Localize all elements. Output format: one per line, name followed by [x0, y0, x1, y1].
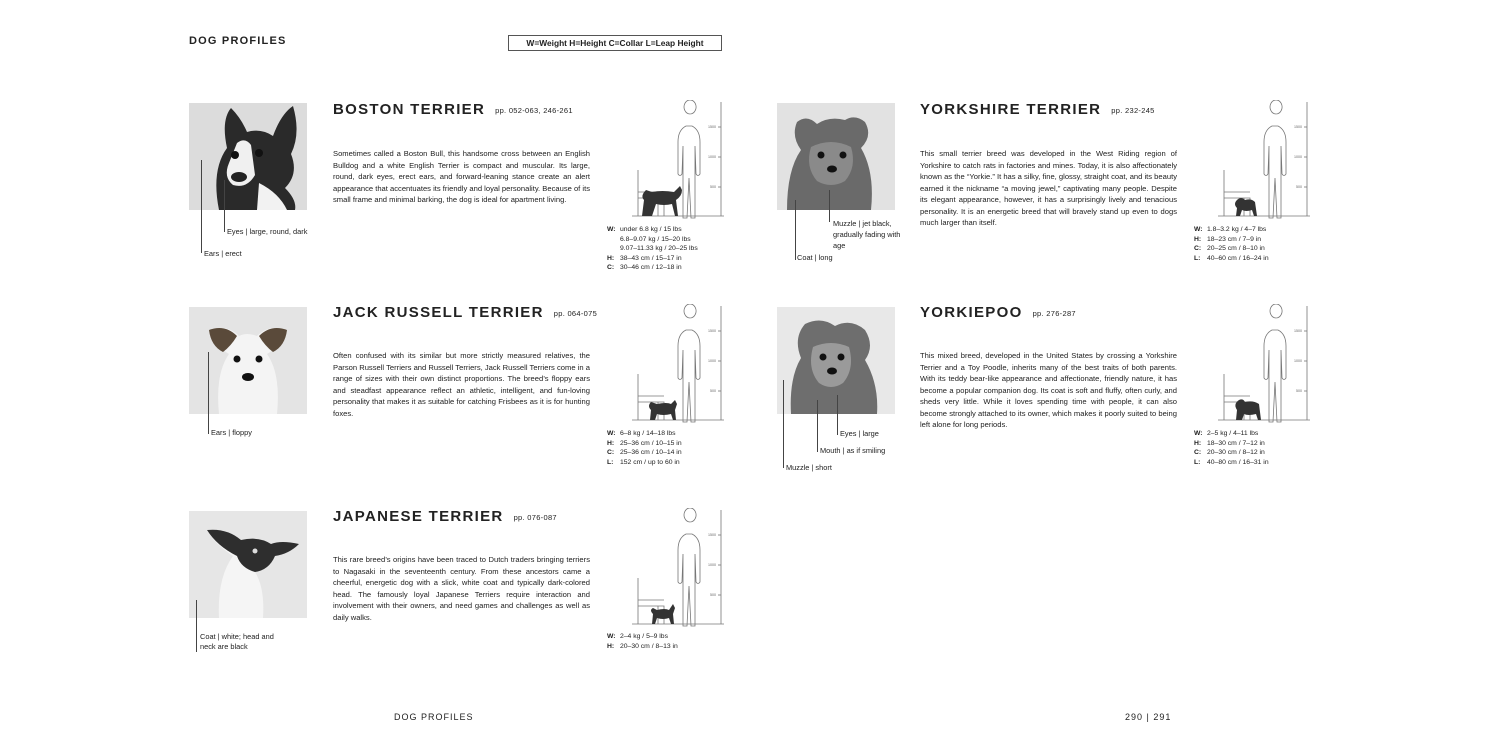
scale-tick-label: 1500	[708, 125, 716, 129]
page-reference: pp. 276-287	[1032, 308, 1076, 318]
scale-tick-label: 1000	[1294, 359, 1302, 363]
stats-list: W: under 6.8 kg / 15 lbs 6.8–9.07 kg / 15–20 lbs 9.07–11.33 kg / 20–25 lbs H: 38–43 cm / 15–17 in C: 30–46 cm / 12–18 in	[607, 226, 698, 271]
scale-tick-label: 1000	[708, 359, 716, 363]
breed-title: JACK RUSSELL TERRIER	[333, 304, 544, 321]
scale-tick-label: 1500	[708, 329, 716, 333]
callout-coat: Coat | white; head and neck are black	[200, 632, 274, 651]
callout-mouth: Mouth | as if smiling	[820, 446, 886, 455]
page-reference: pp. 232-245	[1111, 105, 1155, 115]
scale-tick-label: 1500	[1294, 125, 1302, 129]
mouth-leader-line	[817, 400, 818, 452]
callout-muzzle: Muzzle | short	[786, 463, 832, 472]
ears-leader-line	[201, 160, 202, 253]
scale-tick-label: 1000	[708, 563, 716, 567]
breed-description: Often confused with its similar but more strictly measured relatives, the Parson Russell Terriers and Russell Terriers, Jack Russell Terriers come in a range of sizes with their own distinct proportions. The breed’s floppy ears and steadfast appearance reflect an athletic, intelligent, and fun-loving personality that makes it as suitable for catching Frisbees as it is for hunting foxes.	[333, 351, 590, 418]
scale-tick-label: 500	[1296, 389, 1302, 393]
size-comparison-figure	[628, 508, 728, 628]
callout-ears: Ears | floppy	[211, 428, 252, 437]
footer-page-numbers: 290 | 291	[1125, 712, 1172, 722]
coat-leader-line	[196, 600, 197, 652]
page-reference: pp. 064-075	[553, 308, 598, 318]
eyes-leader-line	[224, 180, 225, 232]
footer-section-title: DOG PROFILES	[394, 712, 474, 722]
measurement-legend: W=Weight H=Height C=Collar L=Leap Height	[508, 35, 722, 51]
muzzle-leader-line	[829, 190, 830, 222]
running-title: DOG PROFILES	[189, 35, 287, 47]
breed-description: This rare breed’s origins have been traced to Dutch traders bringing terriers to Nagasaki in the seventeenth century. From these ancestors came a cheerful, energetic dog with a slick, white coat and typically dark-colored head. The famously loyal Japanese Terriers require interaction and involvement with their owners, and need games and challenges as well as daily walks.	[333, 555, 590, 622]
breed-description: Sometimes called a Boston Bull, this handsome cross between an English Bulldog and a white English Terrier is compact and muscular. Its large, round, dark eyes, erect ears, and forward-leaning stance create an alert appearance that accentuates its friendly and loyal personality. Because of its small frame and minimal barking, the dog is ideal for apartment living.	[333, 149, 590, 204]
yorkshire-terrier-photo	[777, 103, 895, 210]
stats-list: W: 6–8 kg / 14–18 lbs H: 25–36 cm / 10–15 in C: 25–36 cm / 10–14 in L: 152 cm / up to 60 in	[607, 430, 682, 466]
boston-terrier-photo	[189, 103, 307, 210]
stats-list: W: 2–4 kg / 5–9 lbs H: 20–30 cm / 8–13 in	[607, 633, 678, 650]
callout-eyes: Eyes | large, round, dark	[227, 227, 308, 236]
scale-tick-label: 1000	[708, 155, 716, 159]
coat-leader-line	[795, 200, 796, 260]
japanese-terrier-photo	[189, 511, 307, 618]
jack-russell-terrier-photo	[189, 307, 307, 414]
breed-name	[333, 101, 573, 118]
breed-name	[920, 101, 1155, 118]
callout-ears: Ears | erect	[204, 249, 242, 258]
breed-title: JAPANESE TERRIER	[333, 508, 504, 525]
eyes-leader-line	[837, 395, 838, 435]
breed-description: This small terrier breed was developed in the West Riding region of Yorkshire to catch rats in factories and mines. Today, it is also affectionately known as the “Yorkie.” It has a silky, fine, glossy, straight coat, and its beauty earned it the nickname “a moving jewel,” captivating many people. Despite its elegant appearance, however, it has a surprisingly lively and tenacious personality. It is an energetic breed that will bravely stand up even to dogs much larger than itself.	[920, 149, 1177, 227]
scale-tick-label: 1500	[708, 533, 716, 537]
size-comparison-figure	[628, 100, 728, 220]
stats-list: W: 1.8–3.2 kg / 4–7 lbs H: 18–23 cm / 7–9 in C: 20–25 cm / 8–10 in L: 40–60 cm / 16–24 in	[1194, 226, 1269, 262]
size-comparison-figure	[1214, 304, 1314, 424]
scale-tick-label: 1500	[1294, 329, 1302, 333]
stats-list: W: 2–5 kg / 4–11 lbs H: 18–30 cm / 7–12 in C: 20–30 cm / 8–12 in L: 40–80 cm / 16–31 in	[1194, 430, 1269, 466]
scale-tick-label: 500	[710, 185, 716, 189]
scale-tick-label: 500	[710, 389, 716, 393]
yorkiepoo-photo	[777, 307, 895, 414]
size-comparison-figure	[628, 304, 728, 424]
page-reference: pp. 052-063, 246-261	[495, 105, 573, 115]
breed-name	[333, 508, 557, 525]
callout-eyes: Eyes | large	[840, 429, 879, 438]
ears-leader-line	[208, 352, 209, 434]
breed-title: YORKSHIRE TERRIER	[920, 101, 1102, 118]
breed-title: BOSTON TERRIER	[333, 101, 486, 118]
muzzle-leader-line	[783, 380, 784, 468]
callout-muzzle: Muzzle | jet black, gradually fading with age	[833, 219, 901, 250]
breed-name	[333, 304, 597, 321]
breed-description: This mixed breed, developed in the United States by crossing a Yorkshire Terrier and a Toy Poodle, inherits many of the best traits of both parents. With its teddy bear-like appearance and affectionate, friendly nature, it has become a popular companion dog. Its coat is soft and fluffy, often curly, and sheds very little. While it loves spending time with people, it can also become strongly attached to its owner, which makes it poorly suited to being left alone for long periods.	[920, 351, 1177, 429]
breed-title: YORKIEPOO	[920, 304, 1023, 321]
page-reference: pp. 076-087	[513, 512, 557, 522]
callout-coat: Coat | long	[797, 253, 833, 262]
breed-name	[920, 304, 1076, 321]
size-comparison-figure	[1214, 100, 1314, 220]
scale-tick-label: 1000	[1294, 155, 1302, 159]
scale-tick-label: 500	[1296, 185, 1302, 189]
scale-tick-label: 500	[710, 593, 716, 597]
